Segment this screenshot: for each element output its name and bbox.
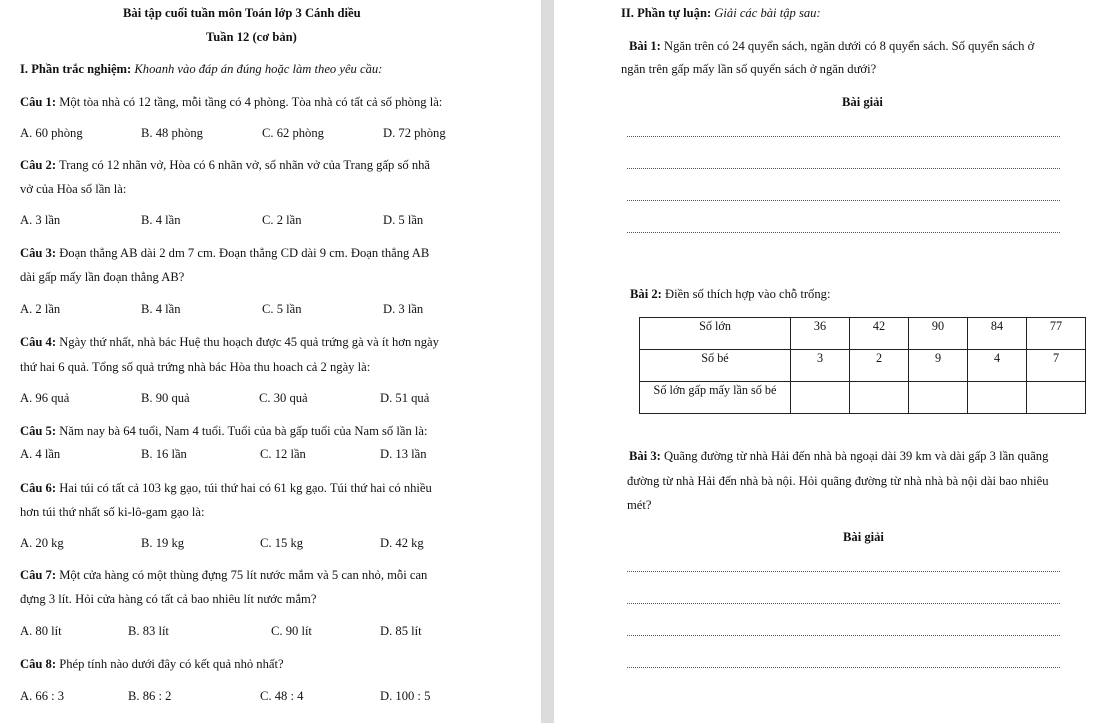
table-cell: 3 — [791, 350, 850, 382]
question-7-option-b[interactable]: B. 83 lít — [128, 624, 169, 638]
question-8-option-d[interactable]: D. 100 : 5 — [380, 689, 431, 703]
question-5-option-c[interactable]: C. 12 lần — [260, 447, 306, 461]
question-1 — [20, 94, 442, 110]
question-8-option-c[interactable]: C. 48 : 4 — [260, 689, 304, 703]
question-1-option-d[interactable]: D. 72 phòng — [383, 126, 446, 140]
question-6-text: Hai túi có tất cả 103 kg gạo, túi thứ hai có 61 kg gạo. Túi thứ hai có nhiều — [56, 481, 432, 495]
table-cell: 9 — [909, 350, 968, 382]
question-3-option-a[interactable]: A. 2 lần — [20, 302, 61, 316]
question-4-option-a[interactable]: A. 96 quả — [20, 391, 70, 405]
answer-line[interactable] — [627, 200, 1060, 201]
question-6-option-d[interactable]: D. 42 kg — [380, 536, 424, 550]
answer-line[interactable] — [627, 667, 1060, 668]
question-3-option-d[interactable]: D. 3 lần — [383, 302, 424, 316]
row-label-ratio: Số lớn gấp mấy lần số bé — [640, 382, 791, 414]
question-8 — [20, 656, 284, 672]
question-7 — [20, 567, 427, 583]
bai1 — [629, 38, 1034, 54]
answer-line[interactable] — [627, 168, 1060, 169]
question-7-option-c[interactable]: C. 90 lít — [271, 624, 312, 638]
bai1-text: Ngăn trên có 24 quyển sách, ngăn dưới có 8 quyển sách. Số quyển sách ở — [660, 39, 1035, 53]
question-6-text-cont: hơn túi thứ nhất số ki-lô-gam gạo là: — [20, 505, 205, 519]
table-cell: 4 — [968, 350, 1027, 382]
answer-line[interactable] — [627, 232, 1060, 233]
left-page — [0, 0, 541, 723]
right-page — [554, 0, 1102, 723]
question-1-label: Câu 1: — [20, 95, 57, 109]
question-6 — [20, 480, 432, 496]
question-7-option-a[interactable]: A. 80 lít — [20, 624, 62, 638]
question-3 — [20, 245, 429, 261]
section2-label: II. Phần tự luận: — [621, 6, 712, 20]
question-3-option-c[interactable]: C. 5 lần — [262, 302, 302, 316]
question-3-text-cont: dài gấp mấy lần đoạn thẳng AB? — [20, 270, 185, 284]
question-5-option-d[interactable]: D. 13 lần — [380, 447, 427, 461]
question-2-text: Trang có 12 nhãn vở, Hòa có 6 nhãn vở, số nhãn vở của Trang gấp số nhã — [56, 158, 431, 172]
question-2 — [20, 157, 430, 173]
table-cell: 90 — [909, 318, 968, 350]
table-cell: 77 — [1027, 318, 1086, 350]
bai3 — [629, 448, 1048, 464]
question-5-text: Năm nay bà 64 tuổi, Nam 4 tuổi. Tuổi của bà gấp tuổi của Nam số lần là: — [56, 424, 428, 438]
question-7-text-cont: đựng 3 lít. Hỏi cửa hàng có tất cả bao nhiêu lít nước mắm? — [20, 592, 317, 606]
bai1-text-cont: ngăn trên gấp mấy lần số quyển sách ở ngăn dưới? — [621, 62, 877, 76]
blank-answer-cell[interactable] — [968, 382, 1027, 414]
bai1-label: Bài 1: — [629, 39, 661, 53]
table-cell: 36 — [791, 318, 850, 350]
question-3-text: Đoạn thẳng AB dài 2 dm 7 cm. Đoạn thẳng CD dài 9 cm. Đoạn thẳng AB — [56, 246, 430, 260]
question-2-option-b[interactable]: B. 4 lần — [141, 213, 181, 227]
table-row — [640, 350, 1086, 382]
table-cell: 2 — [850, 350, 909, 382]
question-4-label: Câu 4: — [20, 335, 57, 349]
question-8-option-a[interactable]: A. 66 : 3 — [20, 689, 65, 703]
question-4 — [20, 334, 439, 350]
row-label-so-lon: Số lớn — [640, 318, 791, 350]
question-1-option-a[interactable]: A. 60 phòng — [20, 126, 83, 140]
row-label-so-be: Số bé — [640, 350, 791, 382]
blank-answer-cell[interactable] — [791, 382, 850, 414]
bai2-label: Bài 2: — [630, 287, 662, 301]
question-6-option-c[interactable]: C. 15 kg — [260, 536, 304, 550]
question-1-text: Một tòa nhà có 12 tầng, mỗi tầng có 4 phòng. Tòa nhà có tất cả số phòng là: — [56, 95, 443, 109]
blank-answer-cell[interactable] — [850, 382, 909, 414]
question-3-label: Câu 3: — [20, 246, 57, 260]
question-7-text: Một cửa hàng có một thùng đựng 75 lít nước mắm và 5 can nhỏ, mỗi can — [56, 568, 428, 582]
question-6-label: Câu 6: — [20, 481, 57, 495]
worksheet-title: Bài tập cuối tuần môn Toán lớp 3 Cánh diều — [123, 6, 361, 20]
bai3-text-cont: đường từ nhà Hải đến nhà bà nội. Hỏi quãng đường từ nhà nhà bà nội dài bao nhiêu — [627, 474, 1049, 488]
bai2 — [630, 286, 830, 302]
answer-line[interactable] — [627, 136, 1060, 137]
question-2-option-c[interactable]: C. 2 lần — [262, 213, 302, 227]
answer-line[interactable] — [627, 571, 1060, 572]
question-5-option-a[interactable]: A. 4 lần — [20, 447, 61, 461]
question-4-option-c[interactable]: C. 30 quả — [259, 391, 308, 405]
question-2-option-d[interactable]: D. 5 lần — [383, 213, 424, 227]
question-6-option-b[interactable]: B. 19 kg — [141, 536, 185, 550]
table-cell: 42 — [850, 318, 909, 350]
question-8-text: Phép tính nào dưới đây có kết quả nhỏ nhất? — [56, 657, 284, 671]
question-3-option-b[interactable]: B. 4 lần — [141, 302, 181, 316]
bai3-solution-heading: Bài giải — [843, 530, 884, 544]
section1-heading — [20, 61, 382, 77]
question-4-option-d[interactable]: D. 51 quả — [380, 391, 430, 405]
question-7-label: Câu 7: — [20, 568, 57, 582]
bai2-text: Điền số thích hợp vào chỗ trống: — [661, 287, 831, 301]
question-6-option-a[interactable]: A. 20 kg — [20, 536, 64, 550]
question-1-option-b[interactable]: B. 48 phòng — [141, 126, 203, 140]
blank-answer-cell[interactable] — [909, 382, 968, 414]
blank-answer-cell[interactable] — [1027, 382, 1086, 414]
bai3-text-cont-2: mét? — [627, 498, 652, 512]
question-5-label: Câu 5: — [20, 424, 57, 438]
question-4-option-b[interactable]: B. 90 quả — [141, 391, 190, 405]
question-1-option-c[interactable]: C. 62 phòng — [262, 126, 324, 140]
question-4-text-cont: thứ hai 6 quả. Tổng số quả trứng nhà bác Hòa thu hoach cả 2 ngày là: — [20, 360, 371, 374]
section2-heading — [621, 5, 821, 21]
table-cell: 84 — [968, 318, 1027, 350]
question-2-option-a[interactable]: A. 3 lần — [20, 213, 61, 227]
worksheet-subtitle: Tuần 12 (cơ bản) — [206, 30, 297, 44]
table-row — [640, 382, 1086, 414]
question-4-text: Ngày thứ nhất, nhà bác Huệ thu hoạch được 45 quả trứng gà và ít hơn ngày — [56, 335, 439, 349]
question-2-label: Câu 2: — [20, 158, 57, 172]
table-row — [640, 318, 1086, 350]
answer-line[interactable] — [627, 603, 1060, 604]
section1-label: I. Phần trắc nghiệm: — [20, 62, 132, 76]
question-8-label: Câu 8: — [20, 657, 57, 671]
bai1-solution-heading: Bài giải — [842, 95, 883, 109]
answer-line[interactable] — [627, 635, 1060, 636]
question-7-option-d[interactable]: D. 85 lít — [380, 624, 422, 638]
bai2-table — [639, 317, 1086, 414]
section1-instruction: Khoanh vào đáp án đúng hoặc làm theo yêu cầu: — [131, 62, 383, 76]
bai3-text: Quãng đường từ nhà Hải đến nhà bà ngoại dài 39 km và dài gấp 3 lần quãng — [660, 449, 1049, 463]
table-cell: 7 — [1027, 350, 1086, 382]
bai3-label: Bài 3: — [629, 449, 661, 463]
question-5-option-b[interactable]: B. 16 lần — [141, 447, 187, 461]
question-8-option-b[interactable]: B. 86 : 2 — [128, 689, 172, 703]
question-2-text-cont: vở của Hòa số lần là: — [20, 182, 127, 196]
question-5 — [20, 423, 428, 439]
section2-instruction: Giải các bài tập sau: — [711, 6, 821, 20]
